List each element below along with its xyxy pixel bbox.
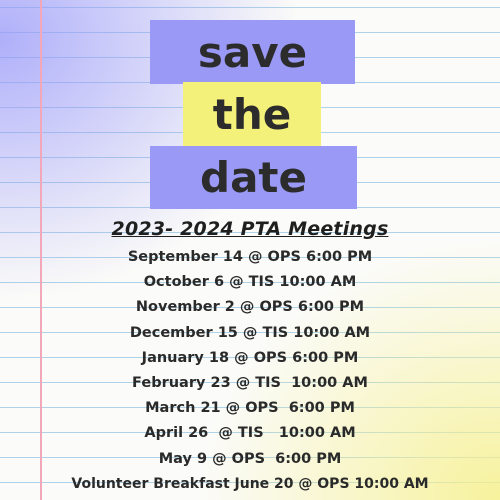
title-date: date xyxy=(150,146,357,209)
meeting-item: December 15 @ TIS 10:00 AM xyxy=(129,324,371,341)
meeting-item: March 21 @ OPS 6:00 PM xyxy=(145,400,355,417)
meeting-item: Volunteer Breakfast June 20 @ OPS 10:00 AM xyxy=(71,475,429,492)
meeting-item: February 23 @ TIS 10:00 AM xyxy=(132,374,368,391)
meeting-item: November 2 @ OPS 6:00 PM xyxy=(135,299,365,316)
title-save: save xyxy=(150,20,355,84)
meetings-list xyxy=(0,248,500,500)
meeting-item: January 18 @ OPS 6:00 PM xyxy=(141,349,359,366)
meeting-item: September 14 @ OPS 6:00 PM xyxy=(127,249,373,265)
meeting-item: May 9 @ OPS 6:00 PM xyxy=(158,450,342,467)
meetings-heading: 2023- 2024 PTA Meetings xyxy=(111,218,389,240)
meeting-item: April 26 @ TIS 10:00 AM xyxy=(144,425,356,442)
meeting-item: October 6 @ TIS 10:00 AM xyxy=(143,274,357,291)
title-the: the xyxy=(183,82,321,146)
